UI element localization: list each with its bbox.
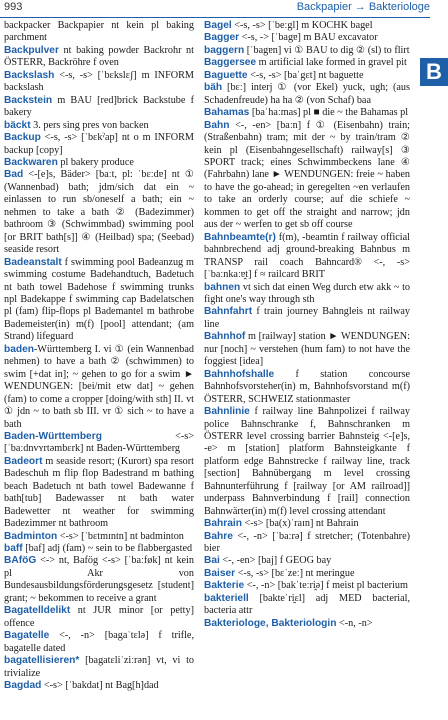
entry-body: <-[e]s, Bäder> [baːt, pl: ˈbɛːdɐ] nt ① (Wannenbad) bath; jdm/sich dat ein ~ einlassen to run sb/oneself a bath; ein ~ nehmen to take a bath ② (Badezimmer) bathroom ③ (Schwimmbad) swimming pool [or BRIT bath[s]] ④ (Heilbad) spa; (Seebad) seaside resort	[4, 169, 194, 256]
entry-headword: Backup	[4, 132, 41, 144]
left-column	[4, 20, 194, 716]
dictionary-entry	[4, 555, 194, 605]
dictionary-entry	[4, 543, 194, 555]
dictionary-entry	[204, 531, 410, 556]
entry-headword: Bahnfahrt	[204, 306, 253, 318]
entry-headword: Badeort	[4, 455, 43, 467]
entry-body: <-s> [ˈbaːdnvʏrtəmbɛrk] nt Baden-Württemberg	[4, 430, 194, 455]
dictionary-entry	[4, 45, 194, 70]
entry-headword: Bagatelldelikt	[4, 605, 71, 617]
dictionary-entry	[4, 20, 194, 45]
dictionary-entry	[204, 20, 410, 32]
entry-headword: baff	[4, 543, 23, 555]
dictionary-entry	[204, 518, 410, 530]
entry-body: <-s, -s> [ˈbeːgl] m KOCHK bagel	[231, 20, 373, 31]
dictionary-entry	[4, 456, 194, 531]
entry-headword: Bai	[204, 555, 220, 567]
entry-body: <-s, -s> [ˈbɛkslɛʃ] m INFORM backslash	[4, 69, 194, 94]
dictionary-entry	[204, 32, 410, 44]
entry-headword: Bahn	[204, 119, 230, 131]
entry-headword: Bahrain	[204, 518, 242, 530]
dictionary-entry	[204, 107, 410, 119]
entry-headword: baden	[4, 343, 35, 355]
dictionary-entry	[4, 70, 194, 95]
dictionary-entry	[204, 70, 410, 82]
dictionary-entry	[4, 605, 194, 630]
right-column	[204, 20, 410, 716]
entry-headword: Backstein	[4, 94, 53, 106]
dictionary-entry	[204, 120, 410, 232]
dictionary-entry	[204, 406, 410, 518]
dictionary-entry	[204, 57, 410, 69]
entry-body: f station concourse Bahnhofsvorsteher(in) m, Bahnhofsvorstand m(f) ÖSTERR, SCHWEIZ stationmaster	[204, 368, 410, 405]
entry-headword: Backslash	[4, 69, 55, 81]
dictionary-entry	[4, 655, 194, 680]
entry-body: backpacker Backpapier nt kein pl baking parchment	[4, 20, 194, 44]
entry-headword: Bagger	[204, 32, 240, 44]
page-number: 993	[4, 1, 23, 13]
entry-headword: Bagel	[204, 20, 232, 31]
entry-headword: bäh	[204, 82, 223, 94]
entry-body: f swimming pool Badeanzug m swimming costume Badehandtuch, Badetuch nt bath towel Badehose f swimming trunks npl Badekappe f swimming cap Badelatschen pl (fam) flip-flops pl Bademantel m bathrobe Bademeister(in) m(f) [pool] attendant; (am Strand) lifeguard	[4, 256, 194, 343]
entry-body: <-s, -s> [baˈgɛt] nt baguette	[247, 69, 364, 81]
entry-body: <-s, -s> [ˈbɛkˀap] nt o m INFORM backup [copy]	[4, 132, 194, 156]
entry-headword: Bahnhof	[204, 331, 246, 343]
dictionary-entry	[4, 680, 194, 692]
entry-body: m seaside resort; (Kurort) spa resort Badeschuh m flip flop Badestrand m bathing beach Badetuch nt bath towel Badewanne f bath[tub] Badewasser nt bath water Badewetter nt weather for swimming Badezimmer nt bathroom	[4, 455, 194, 530]
entry-body: [bɛː] interj ① (vor Ekel) yuck, ugh; (aus Schadenfreude) ha ha ② (von Schaf) baa	[204, 82, 410, 106]
entry-body: nt JUR minor [or petty] offence	[4, 605, 194, 629]
entry-body: <-s, -s> [bɛˈzeː] nt meringue	[235, 567, 355, 579]
entry-body: pl bakery produce	[57, 156, 134, 168]
entry-headword: bakteriell	[204, 592, 249, 604]
entry-body: <-, -n> [ˈbaːrə] f stretcher; (Totenbahre) bier	[204, 530, 410, 555]
entry-body: <-s> [ˈbɛtmɪntn] nt badminton	[57, 530, 184, 542]
entry-headword: Bakteriologe, Bakteriologin	[204, 617, 337, 629]
entry-body: <-, -en> [baj] f GEOG bay	[219, 555, 332, 567]
dictionary-entry	[4, 95, 194, 120]
dictionary-entry	[4, 120, 194, 132]
entry-body: [bakteˈri̯ɛl] adj MED bacterial, bacteria attr	[204, 592, 410, 617]
entry-headword: Badminton	[4, 530, 58, 542]
entry-headword: Backpulver	[4, 44, 59, 56]
entry-body: <-, -n> [bakˈteːri̯ə] f meist pl bacterium	[244, 580, 408, 592]
entry-headword: Baden-Württemberg	[4, 430, 102, 442]
entry-body: f railway line Bahnpolizei f railway police Bahnschranke f, Bahnschranken m ÖSTERR level crossing barrier Bahnsteig <-[e]s, -e> m [station] platform Bahnsteigkante f platform edge Bahnstrecke f railway line, track [section] Bahnübergang m level crossing Bahnunterführung f [railway [or AM railroad]] underpass Bahnverbindung f [rail] connection Bahnwärter(in) m(f) level crossing attendant	[204, 406, 410, 517]
entry-body: <-, -en> [baːn] f ① (Eisenbahn) train; (Straßenbahn) tram; mit der ~ by train/tram ② kein pl (Eisenbahngesellschaft) railway[s] ③ SPORT track; eines Schwimmbeckens lane ④ (Fahrbahn) lane ► WENDUNGEN: freie ~ haben to have the go-ahead; in geregelten ~en verlaufen to take an orderly course; auf die schiefe ~ kommen to get off the straight and narrow; jdn aus der ~ werfen to get sb off course	[204, 119, 410, 231]
entry-headword: Bahnhofshalle	[204, 368, 275, 380]
entry-headword: Bakterie	[204, 580, 245, 592]
entry-body: <-s> [ba(x)ˈraɪn] nt Bahrain	[241, 518, 359, 530]
entry-body: <-> nt, Bafög <-s> [ˈbaːføk] nt kein pl Akr von Bundesausbildungsförderungsgesetz [student] grant; ~ bekommen to receive a grant	[4, 555, 194, 604]
entry-body: vt sich dat einen Weg durch etw akk ~ to fight one's way through sth	[204, 281, 410, 305]
entry-body: [baˈhaːmas] pl ■ die ~ the Bahamas pl	[249, 107, 409, 119]
entry-body: nt baking powder Backrohr nt ÖSTERR, Backröhre f oven	[4, 44, 194, 69]
dictionary-entry	[204, 555, 410, 567]
entry-headword: bagatellisieren*	[4, 655, 80, 667]
entry-body: <-, -n> [bagaˈtɛlə] f trifle, bagatelle dated	[4, 630, 194, 654]
entry-body: [ˈbagɐn] vi ① BAU to dig ② (sl) to flirt	[244, 44, 410, 56]
entry-body: [baf] adj (fam) ~ sein to be flabbergasted	[22, 543, 193, 555]
dictionary-entry	[204, 282, 410, 307]
entry-body: <-s> [ˈbakdat] nt Bag[h]dad	[41, 680, 159, 692]
entry-body: m [railway] station ► WENDUNGEN: nur [noch] ~ verstehen (hum fam) to not have the foggiest [idea]	[204, 331, 410, 368]
dictionary-entry	[204, 82, 410, 107]
dictionary-entry	[4, 344, 194, 431]
dictionary-entry	[4, 630, 194, 655]
letter-tab: B	[420, 58, 448, 86]
entry-headword: Baguette	[204, 69, 248, 81]
entry-headword: Bahnbeamte(r)	[204, 231, 276, 243]
entry-headword: Baiser	[204, 567, 236, 579]
entry-body: f train journey Bahngleis nt railway line	[204, 306, 410, 330]
entry-headword: Bagdad	[4, 680, 42, 692]
entry-body: [bagatɛliˈziːrən] vt, vi to trivialize	[4, 655, 194, 679]
entry-headword: Bahnlinie	[204, 406, 250, 418]
entry-body: <-n, -n>	[336, 617, 373, 629]
dictionary-entry	[204, 593, 410, 618]
dictionary-entry	[4, 169, 194, 256]
entry-headword: baggern	[204, 44, 245, 56]
dictionary-entry	[204, 618, 410, 630]
dictionary-entry	[4, 257, 194, 344]
dictionary-entry	[4, 157, 194, 169]
entry-headword: bahnen	[204, 281, 241, 293]
entry-headword: Backwaren	[4, 156, 58, 168]
dictionary-entry	[204, 306, 410, 331]
dictionary-entry	[204, 45, 410, 57]
entry-body: <-s, -> [ˈbagɐ] m BAU excavator	[239, 32, 378, 44]
entry-headword: bäckt	[4, 119, 31, 131]
running-head: Backpapier → Bakteriologe	[296, 1, 430, 13]
dictionary-entry	[4, 531, 194, 543]
entry-body: -Württemberg I. vi ① (ein Wannenbad nehmen) to have a bath ② (schwimmen) to swim [+dat in]; ~ gehen to go for a swim ► WENDUNGEN: [bei/mit etw dat] ~ gehen (fam) to come a cropper [doing/with sth] II. vt ① jdn ~ to bath sb III. vr ① sich ~ to have a bath	[4, 343, 194, 430]
entry-body: m artificial lake formed in gravel pit	[256, 57, 407, 69]
entry-headword: Bahamas	[204, 107, 250, 119]
entry-headword: Baggersee	[204, 57, 257, 69]
entry-headword: BAföG	[4, 555, 37, 567]
dictionary-entry	[4, 431, 194, 456]
header-rule	[0, 17, 430, 18]
entry-headword: Bahre	[204, 530, 233, 542]
dictionary-entry	[204, 369, 410, 406]
entry-headword: Badeanstalt	[4, 256, 62, 268]
entry-body: 3. pers sing pres von backen	[30, 119, 149, 131]
entry-headword: Bagatelle	[4, 630, 50, 642]
entry-body: m BAU [red]brick Backstube f bakery	[4, 94, 194, 119]
entry-body: f(m), -beamtin f railway official bahnbrechend adj ground-breaking Bahnbus m TRANSP rail coach Bahncard® <-, -s> [ˈbaːnkaːɐ̯t] f ≈ railcard BRIT	[204, 231, 410, 281]
entry-headword: Bad	[4, 169, 24, 181]
dictionary-entry	[204, 568, 410, 580]
dictionary-entry	[4, 132, 194, 157]
dictionary-entry	[204, 232, 410, 282]
dictionary-entry	[204, 331, 410, 368]
dictionary-entry	[204, 580, 410, 592]
